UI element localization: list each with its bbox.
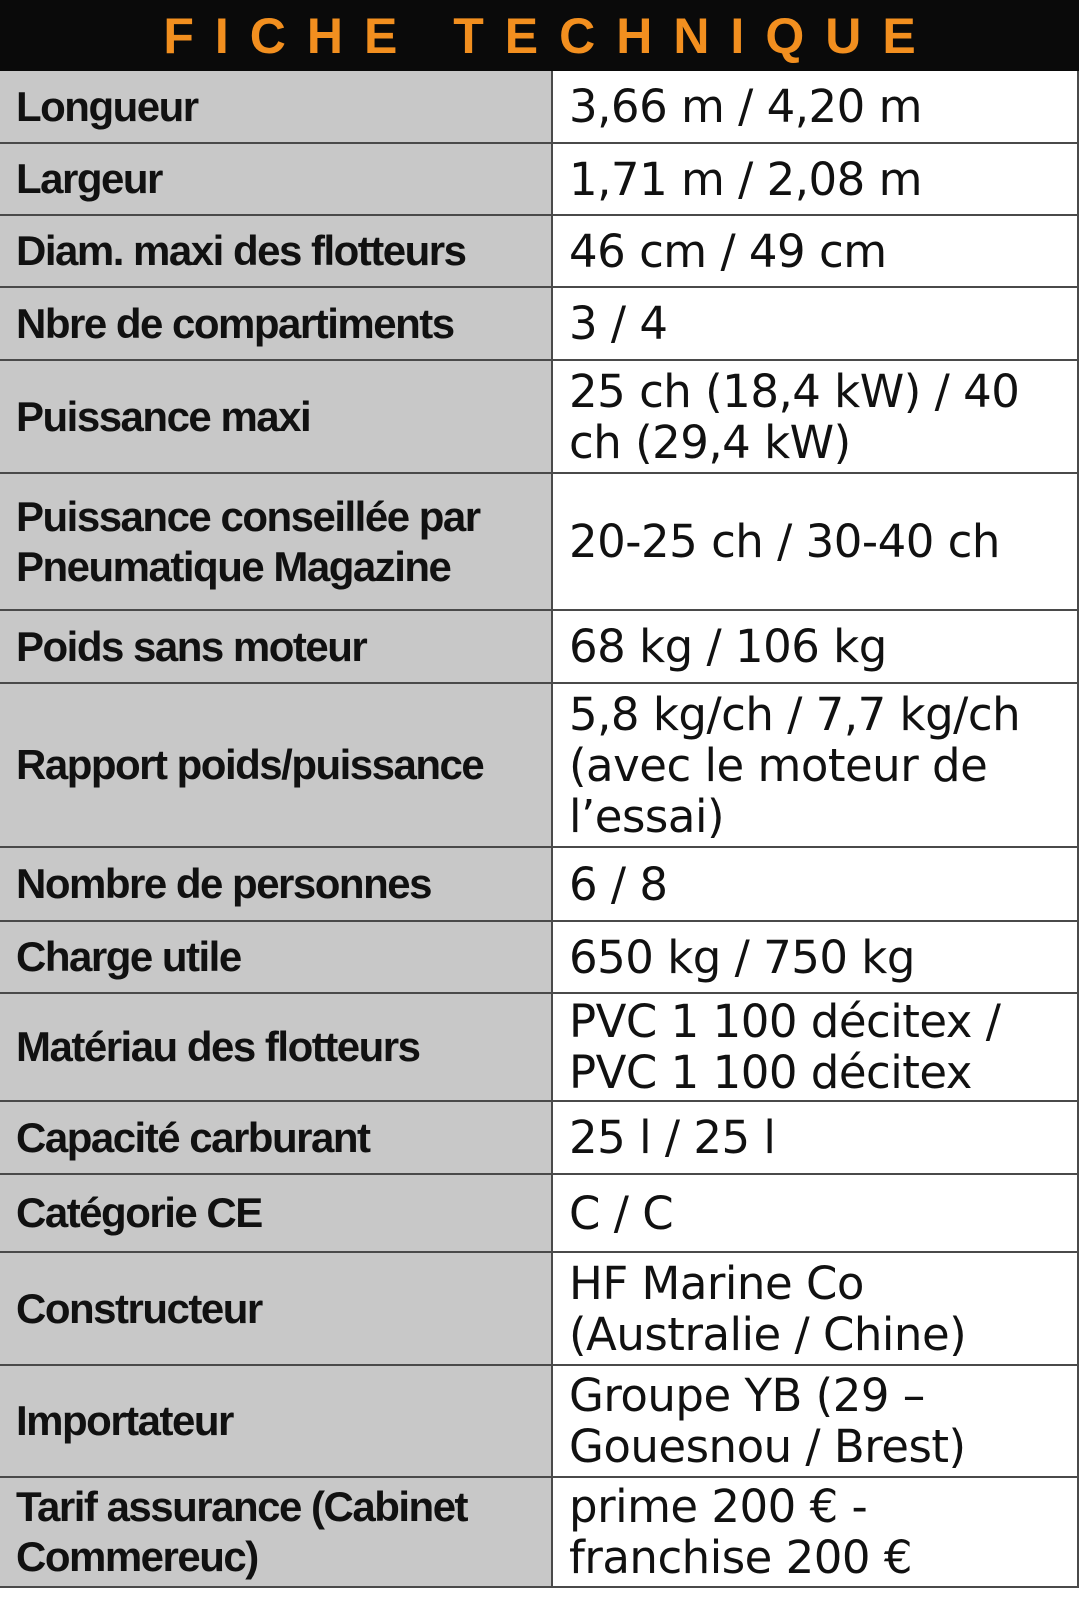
spec-label: Diam. maxi des flotteurs — [0, 215, 552, 287]
spec-value: 68 kg / 106 kg — [552, 610, 1078, 683]
spec-label: Nombre de personnes — [0, 847, 552, 921]
spec-label: Largeur — [0, 143, 552, 215]
spec-row-poids — [0, 610, 1078, 683]
spec-row-diametre — [0, 215, 1078, 287]
spec-value: 1,71 m / 2,08 m — [552, 143, 1078, 215]
spec-value: 650 kg / 750 kg — [552, 921, 1078, 993]
spec-value: 3,66 m / 4,20 m — [552, 71, 1078, 143]
spec-row-puissance-maxi — [0, 360, 1078, 473]
spec-label: Tarif assurance (Cabinet Commereuc) — [0, 1477, 552, 1587]
spec-value: HF Marine Co (Australie / Chine) — [552, 1252, 1078, 1365]
spec-label: Rapport poids/puissance — [0, 683, 552, 847]
spec-value: C / C — [552, 1174, 1078, 1252]
spec-row-materiau — [0, 993, 1078, 1101]
spec-label: Constructeur — [0, 1252, 552, 1365]
spec-value: 46 cm / 49 cm — [552, 215, 1078, 287]
spec-value: 20-25 ch / 30-40 ch — [552, 473, 1078, 610]
page-title: FICHE TECHNIQUE — [163, 7, 937, 64]
spec-row-constructeur — [0, 1252, 1078, 1365]
spec-value: PVC 1 100 décitex / PVC 1 100 décitex — [552, 993, 1078, 1101]
spec-label: Matériau des flotteurs — [0, 993, 552, 1101]
spec-value: 25 l / 25 l — [552, 1101, 1078, 1174]
spec-label: Longueur — [0, 71, 552, 143]
spec-label: Nbre de compartiments — [0, 287, 552, 360]
spec-label: Catégorie CE — [0, 1174, 552, 1252]
spec-value: 3 / 4 — [552, 287, 1078, 360]
spec-label: Poids sans moteur — [0, 610, 552, 683]
spec-row-carburant — [0, 1101, 1078, 1174]
spec-label: Puissance conseillée par Pneumatique Magazine — [0, 473, 552, 610]
spec-label: Importateur — [0, 1365, 552, 1477]
spec-row-longueur — [0, 71, 1078, 143]
spec-row-categorie — [0, 1174, 1078, 1252]
spec-row-tarif — [0, 1477, 1078, 1587]
spec-value: prime 200 € - franchise 200 € — [552, 1477, 1078, 1587]
spec-row-puissance-conseillee — [0, 473, 1078, 610]
spec-row-compartiments — [0, 287, 1078, 360]
spec-value: 6 / 8 — [552, 847, 1078, 921]
spec-label: Puissance maxi — [0, 360, 552, 473]
spec-value: 5,8 kg/ch / 7,7 kg/ch (avec le moteur de l’essai) — [552, 683, 1078, 847]
spec-value: Groupe YB (29 – Gouesnou / Brest) — [552, 1365, 1078, 1477]
header-bar — [0, 0, 1079, 71]
spec-row-rapport — [0, 683, 1078, 847]
spec-label: Capacité carburant — [0, 1101, 552, 1174]
spec-row-charge — [0, 921, 1078, 993]
spec-row-largeur — [0, 143, 1078, 215]
spec-table — [0, 71, 1079, 1588]
spec-label: Charge utile — [0, 921, 552, 993]
spec-value: 25 ch (18,4 kW) / 40 ch (29,4 kW) — [552, 360, 1078, 473]
spec-row-importateur — [0, 1365, 1078, 1477]
spec-row-personnes — [0, 847, 1078, 921]
